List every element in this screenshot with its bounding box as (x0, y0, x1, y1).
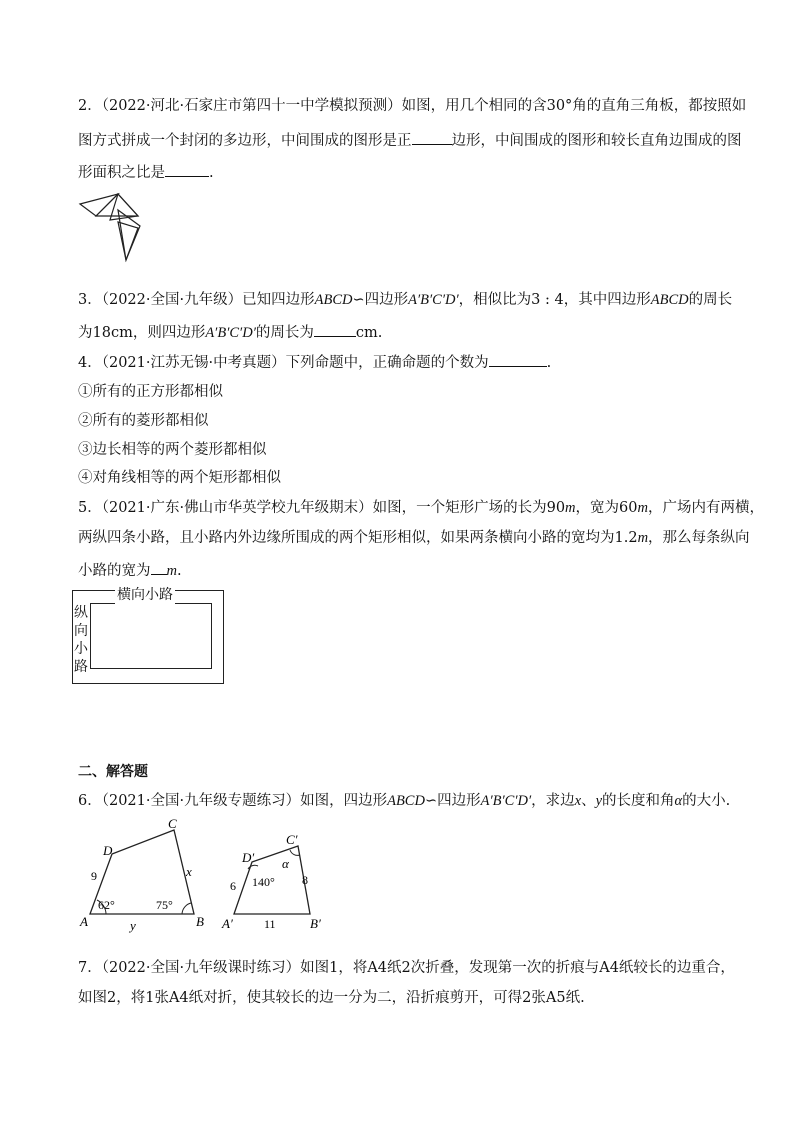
q4-option-4: ④对角线相等的两个矩形都相似 (78, 470, 281, 486)
vertex-c: C (168, 816, 177, 831)
q2-blank-sides[interactable] (412, 130, 452, 145)
vertex-a-prime: A′ (222, 916, 233, 931)
q5-line-1: 5．（2021·广东·佛山市华英学校九年级期末）如图，一个矩形广场的长为90m，宽为60m，广场内有两横， (78, 500, 764, 516)
q4-option-2: ②所有的菱形都相似 (78, 413, 209, 429)
q5-blank-width[interactable] (151, 560, 167, 575)
q3-blank-perimeter[interactable] (314, 322, 356, 337)
q6-quadrilateral-abcd-prime (222, 818, 332, 931)
q4-line-1: 4．（2021·江苏无锡·中考真题）下列命题中，正确命题的个数为 . (78, 352, 551, 373)
q2-line-1: 2．（2022·河北·石家庄市第四十一中学模拟预测）如图，用几个相同的含30°角的直角三角板，都按照如 (78, 98, 747, 114)
q5-line-2: 两纵四条小路，且小路内外边缘所围成的两个矩形相似，如果两条横向小路的宽均为1.2m，那么每条纵向 (78, 530, 750, 546)
vertex-a: A (80, 914, 88, 929)
q2-blank-ratio[interactable] (165, 162, 209, 177)
q4-blank-count[interactable] (489, 352, 547, 367)
q5-horizontal-path-label: 横向小路 (117, 587, 173, 603)
q7-line-2: 如图2，将1张A4纸对折，使其较长的边一分为二，沿折痕剪开，可得2张A5纸. (78, 990, 585, 1006)
q2-line-3: 形面积之比是 . (78, 162, 214, 183)
vertex-d: D (103, 843, 113, 858)
q3-line-2: 为18cm，则四边形A′B′C′D′的周长为 cm. (78, 322, 382, 343)
angle-b-label: 75° (156, 898, 173, 912)
q2-triangle-figure (78, 192, 148, 262)
q3-line-1: 3．（2022·全国·九年级）已知四边形ABCD∽四边形A′B′C′D′，相似比为3 : 4，其中四边形ABCD的周长 (78, 292, 733, 308)
q5-line-3: 小路的宽为 m. (78, 560, 182, 581)
q2-line-2: 图方式拼成一个封闭的多边形，中间围成的图形是正 边形，中间围成的图形和较长直角边围成的图 (78, 130, 742, 151)
q7-line-1: 7．（2022·全国·九年级课时练习）如图1，将A4纸2次折叠，发现第一次的折痕与A4纸较长的边重合， (78, 960, 735, 976)
vertex-c-prime: C′ (286, 832, 298, 847)
angle-c-prime-label: α (282, 856, 289, 871)
vertex-b: B (196, 914, 204, 929)
side-ad-label: 9 (91, 869, 97, 883)
q5-square-inner (90, 603, 212, 669)
q5-vertical-label-1: 纵 (74, 605, 88, 621)
q6-quadrilateral-abcd (76, 816, 216, 933)
side-ab-prime-label: 11 (264, 917, 276, 931)
q5-vertical-label-4: 路 (74, 659, 88, 675)
q4-option-1: ①所有的正方形都相似 (78, 384, 223, 400)
side-bc-prime-label: 8 (302, 873, 308, 887)
angle-a-label: 62° (98, 898, 115, 912)
q4-option-3: ③边长相等的两个菱形都相似 (78, 442, 267, 458)
vertex-b-prime: B′ (310, 916, 321, 931)
side-ab-label: y (130, 918, 136, 933)
q5-vertical-label-3: 小 (74, 641, 88, 657)
vertex-d-prime: D′ (242, 850, 255, 865)
q5-vertical-label-2: 向 (74, 623, 88, 639)
section-heading: 二、解答题 (78, 764, 148, 780)
side-ad-prime-label: 6 (230, 879, 236, 893)
q6-line-1: 6．（2021·全国·九年级专题练习）如图，四边形ABCD∽四边形A′B′C′D′，求边x、y的长度和角α的大小. (78, 793, 731, 809)
angle-d-prime-label: 140° (252, 875, 275, 889)
side-bc-label: x (186, 864, 192, 879)
